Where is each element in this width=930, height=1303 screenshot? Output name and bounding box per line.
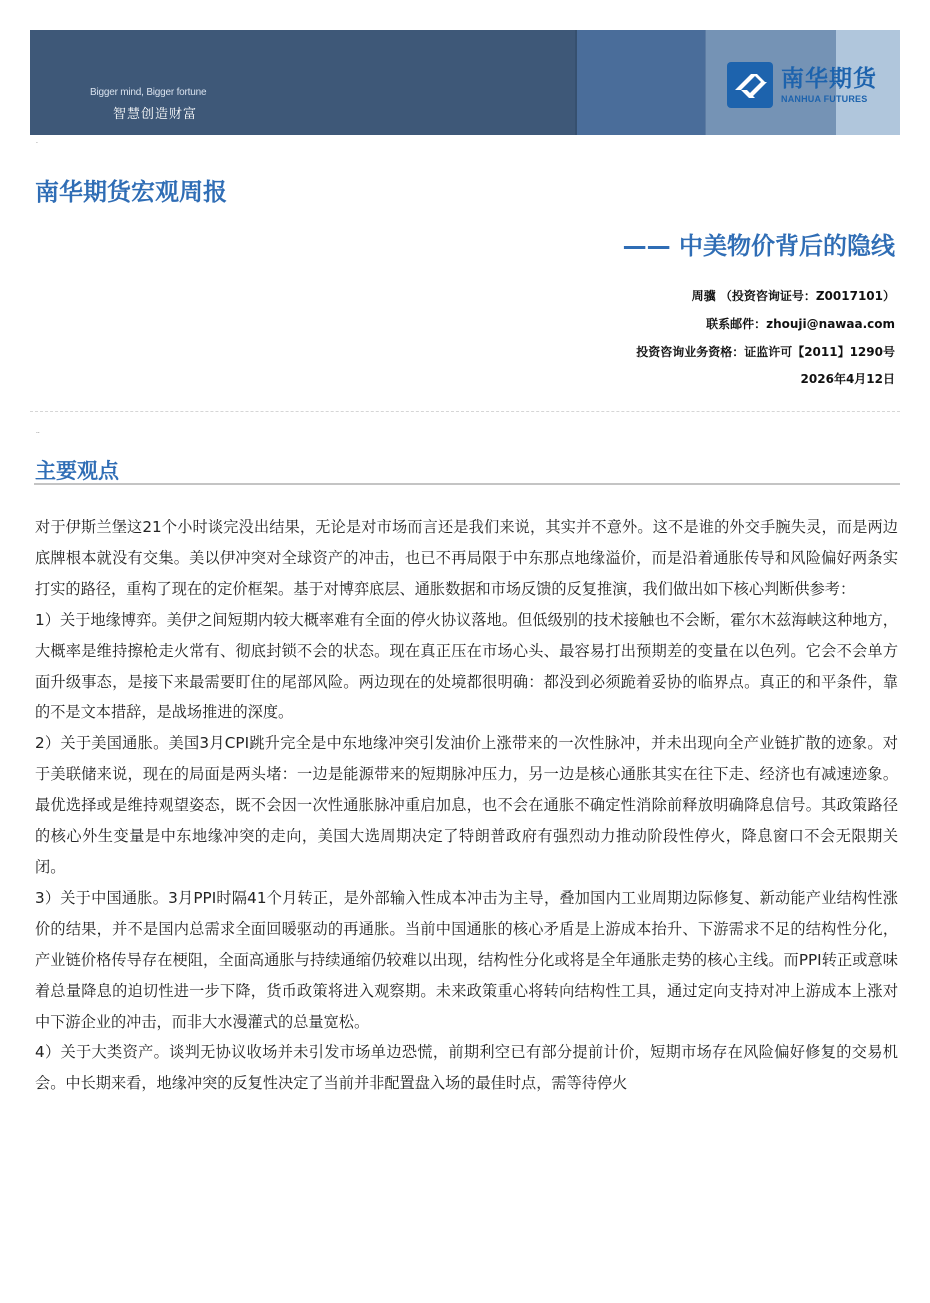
key-points-body [35, 512, 898, 1099]
logo-name-cn: 南华期货 [781, 65, 877, 92]
paragraph-mark: ·· [36, 430, 40, 437]
nanhua-logo-icon [727, 62, 773, 108]
paragraph-mark: · [36, 140, 38, 147]
banner-band-mid [575, 30, 705, 135]
point-us-inflation: 2）关于美国通胀。美国3月CPI跳升完全是中东地缘冲突引发油价上涨带来的一次性脉冲，并未出现向全产业链扩散的迹象。对于美联储来说，现在的局面是两头堵：一边是能源带来的短期脉冲压力，另一边是核心通胀其实在往下走、经济也有减速迹象。最优选择或是维持观望姿态，既不会因一次性通胀脉冲重启加息，也不会在通胀不确定性消除前释放明确降息信号。其政策路径的核心外生变量是中东地缘冲突的走向，美国大选周期决定了特朗普政府有强烈动力推动阶段性停火，降息窗口不会无限期关闭。 [35, 734, 898, 876]
slogan-chinese: 智慧创造财富 [113, 107, 198, 122]
point-geopolitics: 1）关于地缘博弈。美伊之间短期内较大概率难有全面的停火协议落地。但低级别的技术接触也不会断，霍尔木兹海峡这种地方，大概率是维持擦枪走火常有、彻底封锁不会的状态。现在真正压在市场心头、最容易打出预期差的变量在以色列。它会不会单方面升级事态，是接下来最需要盯住的尾部风险。两边现在的处境都很明确：都没到必须跪着妥协的临界点。真正的和平条件，靠的不是文本措辞，是战场推进的深度。 [35, 610, 898, 722]
slogan-english: Bigger mind, Bigger fortune [90, 87, 207, 98]
section-underline [34, 483, 900, 485]
banner-band-dark [30, 30, 575, 135]
author-info: 周骥 （投资咨询证号：Z0017101） [691, 289, 895, 303]
section-heading-key-points: 主要观点 [35, 459, 119, 483]
point-china-inflation: 3）关于中国通胀。3月PPI时隔41个月转正，是外部输入性成本冲击为主导，叠加国内工业周期边际修复、新动能产业结构性涨价的结果，并不是国内总需求全面回暖驱动的再通胀。当前中国通胀的核心矛盾是上游成本抬升、下游需求不足的结构性分化，产业链价格传导存在梗阻，全面高通胀与持续通缩仍较难以出现，结构性分化或将是全年通胀走势的核心主线。而PPI转正或意味着总量降息的迫切性进一步下降，货币政策将进入观察期。未来政策重心将转向结构性工具，通过定向支持对冲上游成本上涨对中下游企业的冲击，而非大水漫灌式的总量宽松。 [35, 888, 898, 1031]
report-subtitle: —— 中美物价背后的隐线 [622, 232, 895, 260]
report-title: 南华期货宏观周报 [35, 178, 227, 206]
contact-email: 联系邮件：zhouji@nawaa.com [706, 317, 895, 331]
point-asset-classes: 4）关于大类资产。谈判无协议收场并未引发市场单边恐慌，前期利空已有部分提前计价，短期市场存在风险偏好修复的交易机会。中长期来看，地缘冲突的反复性决定了当前并非配置盘入场的最佳时点，需等待停火 [35, 1043, 898, 1093]
report-date: 2026年4月12日 [800, 372, 895, 386]
company-logo [727, 62, 877, 108]
license-info: 投资咨询业务资格：证监许可【2011】1290号 [636, 345, 895, 359]
logo-name-en: NANHUA FUTURES [781, 93, 868, 104]
divider [30, 411, 900, 412]
intro-paragraph: 对于伊斯兰堡这21个小时谈完没出结果，无论是对市场而言还是我们来说，其实并不意外。这不是谁的外交手腕失灵，而是两边底牌根本就没有交集。美以伊冲突对全球资产的冲击，也已不再局限于中东那点地缘溢价，而是沿着通胀传导和风险偏好两条实打实的路径，重构了现在的定价框架。基于对博弈底层、通胀数据和市场反馈的反复推演，我们做出如下核心判断供参考： [35, 518, 898, 598]
